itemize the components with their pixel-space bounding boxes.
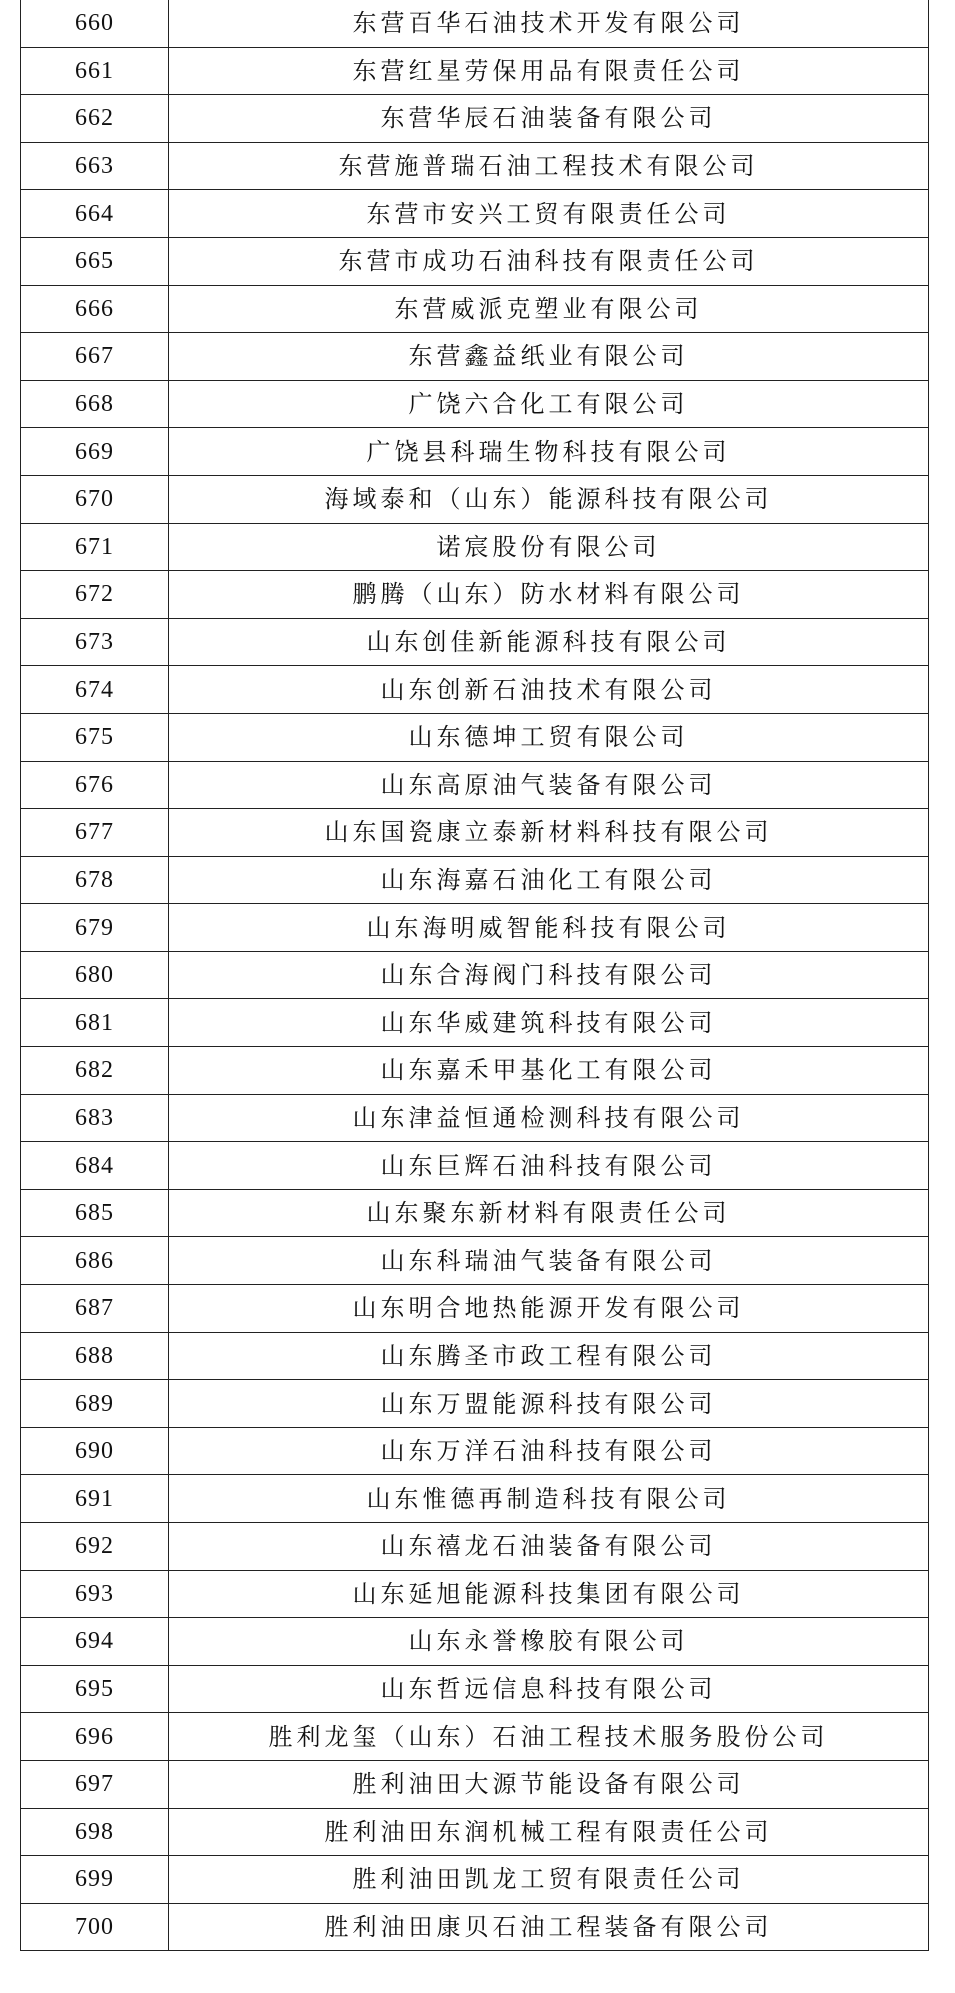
row-number-cell: 684 [21,1142,169,1190]
company-name-cell: 山东巨辉石油科技有限公司 [169,1142,929,1190]
table-row [21,1760,929,1808]
company-name-cell: 广饶六合化工有限公司 [169,380,929,428]
row-number-cell: 667 [21,333,169,381]
table-row [21,1903,929,1951]
table-row [21,1094,929,1142]
row-number-cell: 689 [21,1380,169,1428]
table-row [21,999,929,1047]
row-number-cell: 687 [21,1285,169,1333]
company-list-body [21,0,929,1951]
table-row [21,1618,929,1666]
table-row [21,1332,929,1380]
company-name-cell: 东营红星劳保用品有限责任公司 [169,47,929,95]
table-row [21,95,929,143]
table-row [21,190,929,238]
company-name-cell: 山东明合地热能源开发有限公司 [169,1285,929,1333]
row-number-cell: 676 [21,761,169,809]
company-name-cell: 东营市安兴工贸有限责任公司 [169,190,929,238]
company-name-cell: 东营威派克塑业有限公司 [169,285,929,333]
row-number-cell: 694 [21,1618,169,1666]
row-number-cell: 699 [21,1856,169,1904]
company-name-cell: 山东创新石油技术有限公司 [169,666,929,714]
company-name-cell: 山东延旭能源科技集团有限公司 [169,1570,929,1618]
row-number-cell: 683 [21,1094,169,1142]
table-row [21,1523,929,1571]
company-list-table [20,0,929,1951]
company-name-cell: 山东科瑞油气装备有限公司 [169,1237,929,1285]
company-name-cell: 诺宸股份有限公司 [169,523,929,571]
row-number-cell: 682 [21,1047,169,1095]
table-row [21,142,929,190]
company-name-cell: 山东聚东新材料有限责任公司 [169,1189,929,1237]
row-number-cell: 679 [21,904,169,952]
company-name-cell: 山东创佳新能源科技有限公司 [169,618,929,666]
table-row [21,809,929,857]
row-number-cell: 673 [21,618,169,666]
row-number-cell: 695 [21,1665,169,1713]
table-row [21,47,929,95]
company-name-cell: 东营鑫益纸业有限公司 [169,333,929,381]
row-number-cell: 688 [21,1332,169,1380]
row-number-cell: 690 [21,1427,169,1475]
table-row [21,0,929,47]
company-name-cell: 山东万洋石油科技有限公司 [169,1427,929,1475]
row-number-cell: 670 [21,475,169,523]
table-row [21,1380,929,1428]
row-number-cell: 672 [21,571,169,619]
company-name-cell: 山东国瓷康立泰新材料科技有限公司 [169,809,929,857]
row-number-cell: 661 [21,47,169,95]
company-name-cell: 胜利油田东润机械工程有限责任公司 [169,1808,929,1856]
row-number-cell: 668 [21,380,169,428]
row-number-cell: 686 [21,1237,169,1285]
table-row [21,666,929,714]
row-number-cell: 671 [21,523,169,571]
company-name-cell: 东营市成功石油科技有限责任公司 [169,237,929,285]
table-row [21,1237,929,1285]
row-number-cell: 685 [21,1189,169,1237]
row-number-cell: 662 [21,95,169,143]
company-name-cell: 山东腾圣市政工程有限公司 [169,1332,929,1380]
company-name-cell: 广饶县科瑞生物科技有限公司 [169,428,929,476]
table-row [21,475,929,523]
table-row [21,713,929,761]
row-number-cell: 693 [21,1570,169,1618]
company-name-cell: 胜利油田凯龙工贸有限责任公司 [169,1856,929,1904]
table-row [21,428,929,476]
table-row [21,380,929,428]
row-number-cell: 680 [21,951,169,999]
table-row [21,333,929,381]
table-row [21,1189,929,1237]
table-row [21,1285,929,1333]
company-name-cell: 山东惟德再制造科技有限公司 [169,1475,929,1523]
row-number-cell: 678 [21,856,169,904]
row-number-cell: 666 [21,285,169,333]
company-name-cell: 山东高原油气装备有限公司 [169,761,929,809]
table-row [21,904,929,952]
row-number-cell: 677 [21,809,169,857]
company-name-cell: 山东华威建筑科技有限公司 [169,999,929,1047]
company-name-cell: 山东海明威智能科技有限公司 [169,904,929,952]
row-number-cell: 697 [21,1760,169,1808]
row-number-cell: 665 [21,237,169,285]
row-number-cell: 700 [21,1903,169,1951]
table-row [21,1475,929,1523]
table-row [21,237,929,285]
table-row [21,1142,929,1190]
company-name-cell: 山东海嘉石油化工有限公司 [169,856,929,904]
table-row [21,1856,929,1904]
table-row [21,856,929,904]
company-name-cell: 东营百华石油技术开发有限公司 [169,0,929,47]
table-row [21,285,929,333]
company-name-cell: 东营施普瑞石油工程技术有限公司 [169,142,929,190]
row-number-cell: 663 [21,142,169,190]
table-row [21,1570,929,1618]
company-name-cell: 山东万盟能源科技有限公司 [169,1380,929,1428]
company-name-cell: 山东津益恒通检测科技有限公司 [169,1094,929,1142]
row-number-cell: 660 [21,0,169,47]
table-row [21,1047,929,1095]
table-row [21,571,929,619]
row-number-cell: 698 [21,1808,169,1856]
row-number-cell: 696 [21,1713,169,1761]
row-number-cell: 664 [21,190,169,238]
table-row [21,1713,929,1761]
table-row [21,523,929,571]
table-row [21,761,929,809]
row-number-cell: 674 [21,666,169,714]
table-row [21,618,929,666]
table-row [21,1427,929,1475]
company-name-cell: 山东禧龙石油装备有限公司 [169,1523,929,1571]
company-name-cell: 胜利龙玺（山东）石油工程技术服务股份公司 [169,1713,929,1761]
company-name-cell: 山东德坤工贸有限公司 [169,713,929,761]
company-name-cell: 山东永誉橡胶有限公司 [169,1618,929,1666]
company-name-cell: 山东嘉禾甲基化工有限公司 [169,1047,929,1095]
table-row [21,951,929,999]
table-row [21,1665,929,1713]
table-row [21,1808,929,1856]
company-name-cell: 海域泰和（山东）能源科技有限公司 [169,475,929,523]
row-number-cell: 692 [21,1523,169,1571]
row-number-cell: 675 [21,713,169,761]
company-name-cell: 胜利油田大源节能设备有限公司 [169,1760,929,1808]
company-name-cell: 山东哲远信息科技有限公司 [169,1665,929,1713]
company-name-cell: 东营华辰石油装备有限公司 [169,95,929,143]
company-name-cell: 鹏腾（山东）防水材料有限公司 [169,571,929,619]
company-name-cell: 山东合海阀门科技有限公司 [169,951,929,999]
row-number-cell: 669 [21,428,169,476]
company-name-cell: 胜利油田康贝石油工程装备有限公司 [169,1903,929,1951]
row-number-cell: 681 [21,999,169,1047]
row-number-cell: 691 [21,1475,169,1523]
